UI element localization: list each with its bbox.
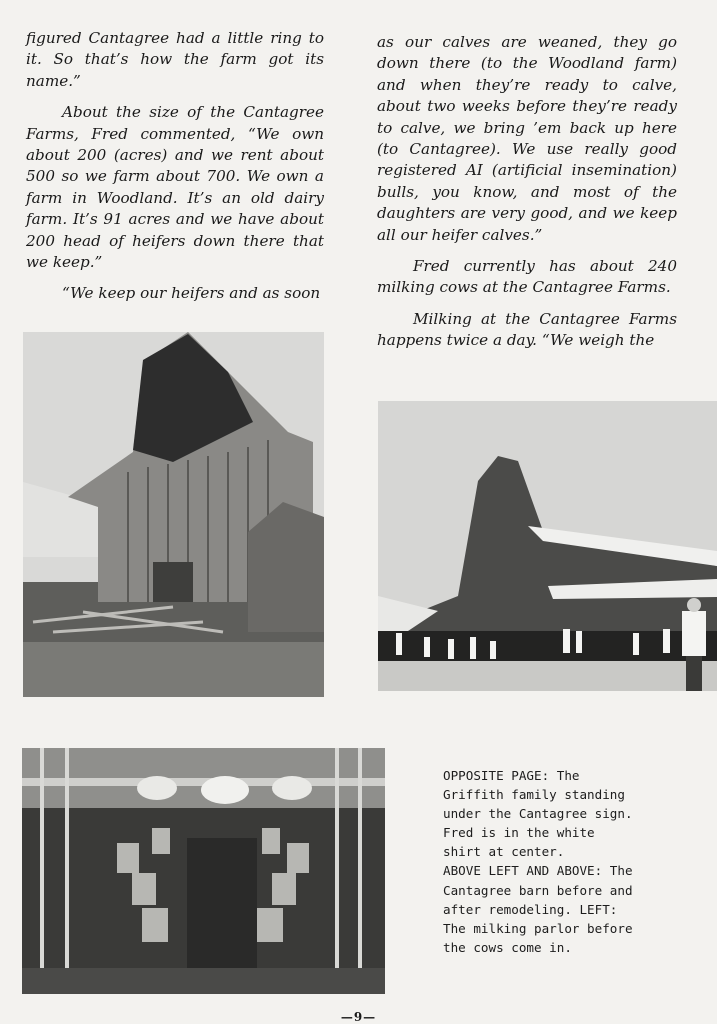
new-barn-photo	[378, 401, 717, 691]
left-text-column	[26, 28, 324, 315]
right-paragraph-1: as our calves are weaned, they go down there (to the Woodland farm) and when they’re ready to calve, about two weeks before they’re ready to calve, we bring ’em back up here (to Cantagree). We use really good registered AI (artificial insemination) bulls, you know, and most of the daughters are very good, and we keep all our heifer calves.”	[377, 33, 677, 244]
page-number: —9—	[340, 1010, 377, 1024]
left-paragraph-1: figured Cantagree had a little ring to it. So that’s how the farm got its name.”	[26, 29, 324, 90]
old-barn-photo	[23, 332, 324, 697]
left-paragraph-3: “We keep our heifers and as soon	[62, 284, 321, 303]
right-text-column	[377, 32, 677, 362]
left-paragraph-2: About the size of the Cantagree Farms, Fred commented, “We own about 200 (acres) and we rent about 500 so we farm about 700. We own a farm in Woodland. It’s an old dairy farm. It’s 91 acres and we have about 200 head of heifers down there that we keep.”	[26, 103, 324, 272]
photo-caption: OPPOSITE PAGE: The Griffith family standing under the Cantagree sign. Fred is in the white shirt at center. ABOVE LEFT AND ABOVE: The Cantagree barn before and after remodeling. LEFT: The milking parlor before the cows come in.	[443, 768, 633, 955]
right-paragraph-3: Milking at the Cantagree Farms happens twice a day. “We weigh the	[377, 309, 677, 350]
right-paragraph-2: Fred currently has about 240 milking cows at the Cantagree Farms.	[377, 257, 677, 297]
milking-parlor-photo	[22, 748, 385, 994]
